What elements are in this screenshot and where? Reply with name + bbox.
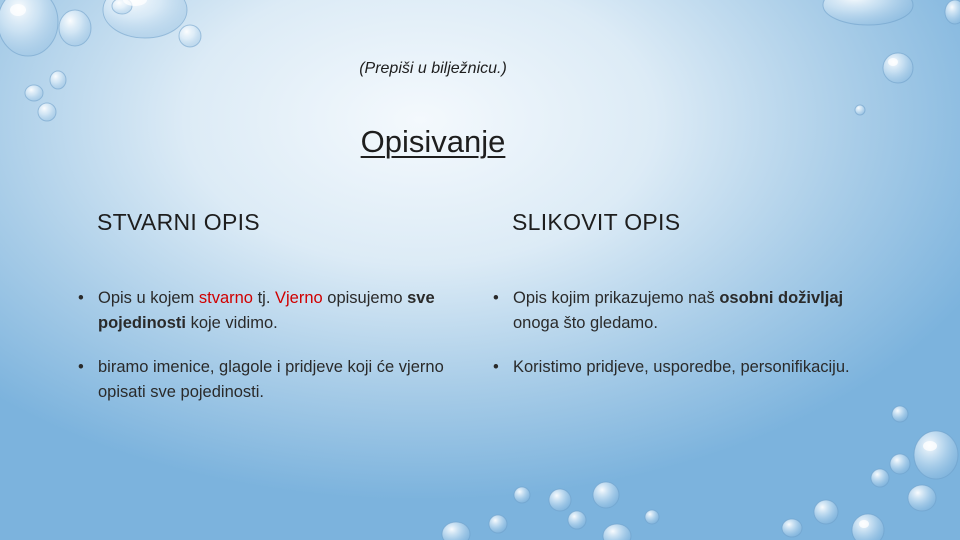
bullet-icon: • (493, 358, 499, 376)
text-segment: Opis kojim prikazujemo naš (513, 289, 720, 307)
copy-instruction-note: (Prepiši u bilježnicu.) (359, 60, 507, 77)
text-segment: opisujemo (322, 289, 408, 307)
bullet-icon: • (78, 289, 84, 307)
text-segment: onoga što gledamo. (513, 314, 658, 332)
right-column-list (493, 286, 873, 399)
highlight-bold: osobni doživljaj (719, 289, 844, 307)
highlight-bold: sve pojedinosti (98, 289, 435, 332)
bullet-icon: • (78, 358, 84, 376)
list-item (493, 355, 873, 380)
text-segment: biramo imenice, glagole i pridjeve koji će vjerno opisati sve pojedinosti. (98, 358, 444, 401)
bullet-icon: • (493, 289, 499, 307)
highlight-red: Vjerno (275, 289, 323, 307)
highlight-red: stvarno (198, 289, 253, 307)
slide-title: Opisivanje (360, 124, 506, 159)
text-segment: koje vidimo. (186, 314, 278, 332)
text-segment: Koristimo pridjeve, usporedbe, personifikaciju. (513, 358, 850, 376)
text-segment: Opis u kojem (98, 289, 199, 307)
list-item (78, 355, 473, 405)
left-column-list (78, 286, 473, 424)
text-segment: tj. (252, 289, 275, 307)
left-column-heading: STVARNI OPIS (97, 209, 260, 235)
right-column-heading: SLIKOVIT OPIS (512, 209, 681, 235)
list-item (78, 286, 473, 336)
list-item (493, 286, 873, 336)
